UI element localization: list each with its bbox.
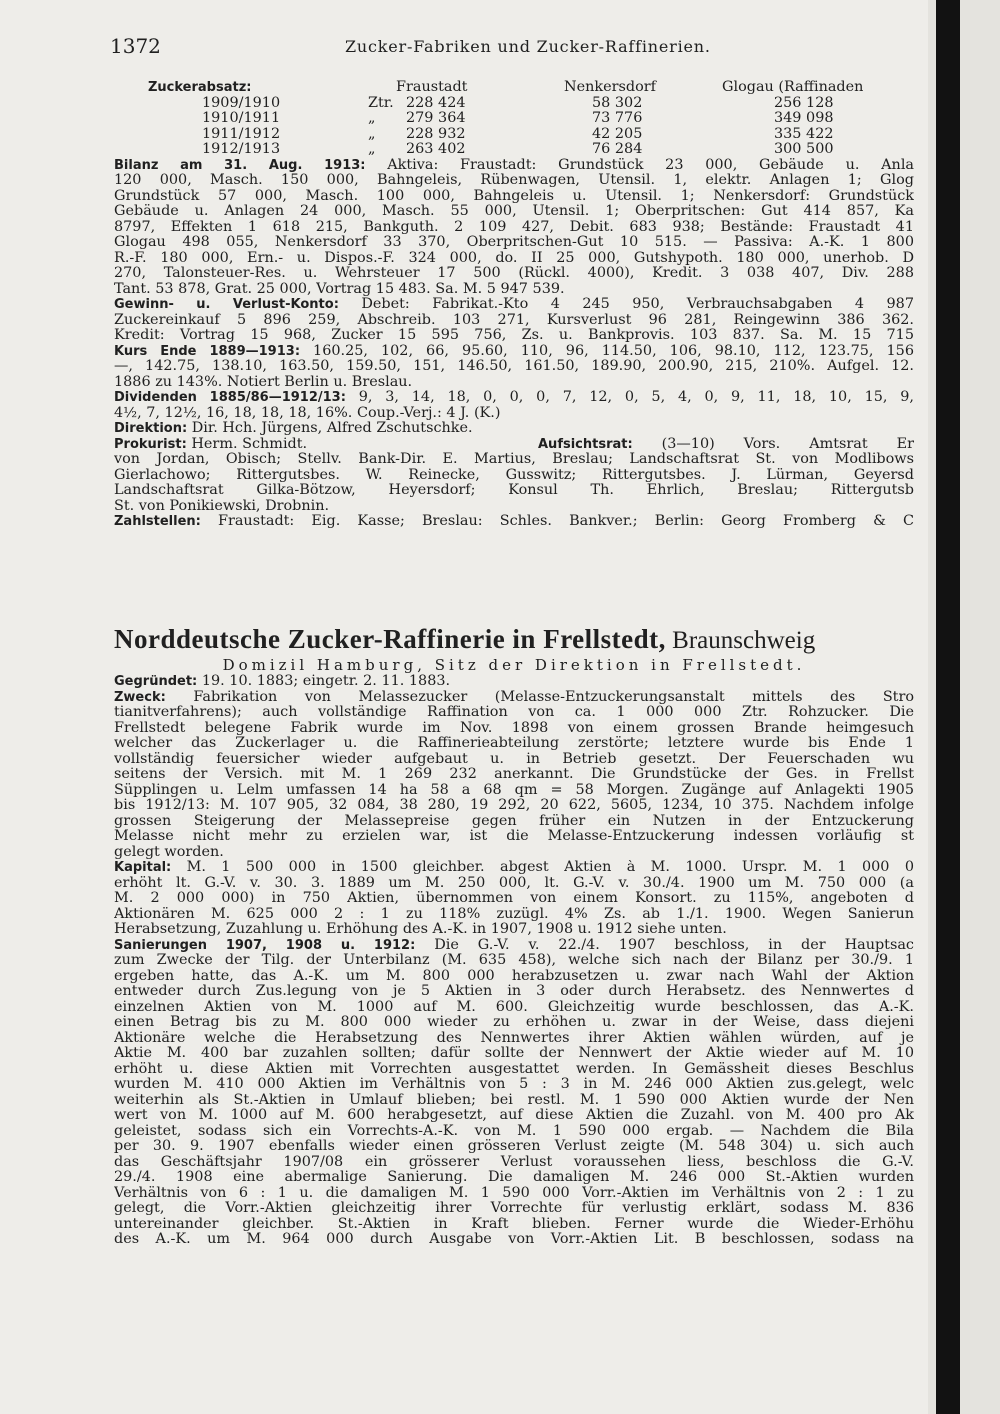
text-line: [114, 297, 914, 313]
section-heading: Gegründet:: [114, 674, 198, 689]
text-run: untereinander gleichber. St.-Aktien in Kraft blieben. Ferner wurde die Wieder-Erhöhu: [114, 1216, 914, 1232]
text-run: St. von Ponikiewski, Drobnin.: [114, 498, 330, 514]
section-heading: Sanierungen 1907, 1908 u. 1912:: [114, 937, 416, 953]
text-line: [114, 468, 914, 484]
text-run: Süpplingen u. Lelm umfassen 14 ha 58 a 68 qm = 58 Morgen. Zugänge auf Anlagekti 1905: [114, 782, 914, 798]
glogau-cell: 335 422: [774, 125, 834, 142]
text-line: [114, 344, 914, 360]
text-line: [114, 767, 914, 783]
text-column-top: [114, 80, 914, 530]
text-line: [114, 390, 914, 406]
text-run: 4½, 7, 12½, 16, 18, 18, 18, 16%. Coup.-Verj.: 4 J. (K.): [114, 405, 501, 421]
text-line: [114, 752, 914, 768]
text-line: [114, 984, 914, 1000]
text-line: [114, 829, 914, 845]
text-line: [114, 328, 914, 344]
zuckerabsatz-header-row: [114, 80, 914, 96]
text-run: das Geschäftsjahr 1907/08 ein grösserer Verlust voraussehen liess, beschloss die G.-V.: [114, 1154, 914, 1170]
nenkersdorf-cell: 76 284: [592, 141, 643, 157]
fraustadt-cell: 263 402: [406, 141, 466, 157]
text-run: —, 142.75, 138.10, 163.50, 159.50, 151, 146.50, 161.50, 189.90, 200.90, 215, 210%. Aufgel. 12.: [114, 359, 914, 374]
text-line: [114, 1108, 914, 1124]
nenkersdorf-cell: 42 205: [592, 125, 643, 142]
column-header-fraustadt: Fraustadt: [396, 79, 468, 95]
section-heading: Zweck:: [114, 689, 166, 705]
text-line: [114, 674, 914, 690]
text-line: [114, 235, 914, 251]
text-run: 270, Talonsteuer-Res. u. Wehrsteuer 17 500 (Rückl. 4000), Kredit. 3 038 407, Div. 288: [114, 266, 914, 281]
text-run: 120 000, Masch. 150 000, Bahngeleis, Rübenwagen, Utensil. 1, elektr. Anlagen 1; Glog: [114, 173, 914, 188]
aufsichtsrat-start: [538, 437, 914, 453]
text-line: [114, 938, 914, 954]
text-run: entweder durch Zus.legung von je 5 Aktien in 3 oder durch Herabsetz. des Nennwertes d: [114, 984, 914, 999]
text-line: [114, 1201, 914, 1217]
text-line: [114, 158, 914, 174]
text-line: [114, 907, 914, 923]
fraustadt-cell: 228 932: [406, 125, 466, 142]
text-run: M. 2 000 000) in 750 Aktien, übernommen von einem Konsort. zu 115%, angeboten d: [114, 891, 914, 906]
text-line: [114, 189, 914, 205]
nenkersdorf-cell: 73 776: [592, 110, 643, 126]
text-run: Dir. Hch. Jürgens, Alfred Zschutschke.: [187, 421, 473, 436]
text-run: gelegt, die Vorr.-Aktien gleichzeitig ihrer Vorrechte für verlustig erklärt, sodass M. 836: [114, 1201, 914, 1216]
table-row: [114, 111, 914, 127]
glogau-cell: 300 500: [774, 141, 834, 157]
text-run: tianitverfahrens); auch vollständige Raffination von ca. 1 000 000 Ztr. Rohzucker. Die: [114, 705, 914, 720]
text-run: grossen Steigerung der Melassepreise gegen früher ein Nutzen in der Entzuckerung: [114, 813, 914, 829]
glogau-cell: 256 128: [774, 94, 834, 111]
table-row: [114, 142, 914, 158]
text-line: [114, 282, 914, 298]
text-run: 9, 3, 14, 18, 0, 0, 0, 7, 12, 0, 5, 4, 0, 9, 11, 18, 10, 15, 9,: [345, 390, 914, 405]
text-run: 29./4. 1908 eine abermalige Sanierung. Die damaligen M. 246 000 St.-Aktien wurden: [114, 1170, 914, 1185]
section-heading: Kapital:: [114, 860, 172, 875]
text-line: [114, 1124, 914, 1140]
text-run: Kredit: Vortrag 15 968, Zucker 15 595 756, Zs. u. Bankprovis. 103 837. Sa. M. 15 715: [114, 328, 914, 343]
text-run: 19. 10. 1883; eingetr. 2. 11. 1883.: [197, 674, 451, 689]
section-heading: Zahlstellen:: [114, 514, 201, 529]
text-line: [114, 204, 914, 220]
glogau-cell: 349 098: [774, 110, 834, 126]
unit-cell: „: [368, 110, 376, 126]
company-title: [114, 622, 914, 656]
section-heading: Direktion:: [114, 421, 188, 436]
company-name: Norddeutsche Zucker-Raffinerie in Frellstedt,: [114, 624, 666, 654]
unit-cell: „: [368, 141, 376, 157]
text-line: [114, 783, 914, 799]
text-run: M. 1 500 000 in 1500 gleichber. abgest Aktien à M. 1000. Urspr. M. 1 000 0: [171, 860, 914, 875]
company-domicile: Domizil Hamburg, Sitz der Direktion in Frellstedt.: [222, 656, 806, 674]
text-run: gelegt worden.: [114, 844, 224, 860]
text-run: Die G.-V. v. 22./4. 1907 beschloss, in der Hauptsac: [415, 937, 914, 953]
column-header-nenkersdorf: Nenkersdorf: [564, 79, 656, 95]
text-line: [114, 798, 914, 814]
column-header-glogau: Glogau (Raffinaden: [722, 79, 864, 95]
text-line: [114, 1217, 914, 1233]
text-run: R.-F. 180 000, Ern.- u. Dispos.-F. 324 000, do. II 25 000, Gutshypoth. 180 000, unerhob. D: [114, 250, 914, 266]
text-line: [114, 969, 914, 985]
text-run: Tant. 53 878, Grat. 25 000, Vortrag 15 483. Sa. M. 5 947 539.: [114, 281, 565, 297]
running-title: Zucker-Fabriken und Zucker-Raffinerien.: [345, 37, 711, 56]
text-line: [114, 220, 914, 236]
unit-cell: „: [368, 125, 376, 142]
year-cell: 1912/1913: [202, 141, 281, 157]
text-line: [114, 1186, 914, 1202]
text-run: Glogau 498 055, Nenkersdorf 33 370, Oberpritschen-Gut 10 515. — Passiva: A.-K. 1 800: [114, 235, 914, 250]
text-run: erhöht u. diese Aktien mit Vorrechten ausgestattet werden. In Gemässheit dieses Beschlus: [114, 1061, 914, 1077]
section-norddeutsche-details: [114, 674, 914, 1248]
text-run: Gierlachowo; Rittergutsbes. W. Reinecke, Gusswitz; Rittergutsbes. J. Lürman, Geyersd: [114, 467, 914, 483]
text-line: [114, 814, 914, 830]
year-cell: 1911/1912: [202, 125, 281, 142]
text-line: [114, 1062, 914, 1078]
text-run: Herabsetzung, Zuzahlung u. Erhöhung des A.-K. in 1907, 1908 u. 1912 siehe unten.: [114, 922, 727, 937]
text-run: Debet: Fabrikat.-Kto 4 245 950, Verbrauchsabgaben 4 987: [338, 297, 914, 312]
year-cell: 1909/1910: [202, 94, 281, 111]
company-section: [114, 622, 914, 1248]
section-heading: Prokurist:: [114, 436, 187, 452]
text-run: Verhältnis von 6 : 1 u. die damaligen M. 1 590 000 Vorr.-Aktien im Verhältnis von 2 : 1 zu: [114, 1185, 914, 1201]
text-run: Gebäude u. Anlagen 24 000, Masch. 55 000, Utensil. 1; Oberpritschen: Gut 414 857, Ka: [114, 204, 914, 219]
section-heading: Bilanz am 31. Aug. 1913:: [114, 157, 366, 173]
text-line: [114, 953, 914, 969]
text-line: [114, 173, 914, 189]
text-line: [114, 452, 914, 468]
text-line: [114, 251, 914, 267]
text-run: Aktionären M. 625 000 2 : 1 zu 118% zuzügl. 4% Zs. ab 1./1. 1900. Wegen Sanierun: [114, 906, 914, 922]
text-run: Landschaftsrat Gilka-Bötzow, Heyersdorf; Konsul Th. Ehrlich, Breslau; Rittergutsb: [114, 483, 914, 498]
text-line: [114, 437, 914, 453]
text-line: [114, 266, 914, 282]
section-heading: Kurs Ende 1889—1913:: [114, 343, 301, 359]
text-run: Fraustadt: Eig. Kasse; Breslau: Schles. Bankver.; Berlin: Georg Fromberg & C: [200, 514, 914, 529]
text-run: bis 1912/13: M. 107 905, 32 084, 38 280, 19 292, 20 622, 5605, 1234, 10 375. Nachdem infolge: [114, 798, 914, 813]
text-run: Aktiva: Fraustadt: Grundstück 23 000, Gebäude u. Anla: [365, 157, 914, 173]
table-row: [114, 96, 914, 112]
text-line: [114, 375, 914, 391]
text-line: [114, 1139, 914, 1155]
text-line: [114, 1015, 914, 1031]
text-line: [114, 1093, 914, 1109]
text-line: [114, 483, 914, 499]
text-run: 1886 zu 143%. Notiert Berlin u. Breslau.: [114, 374, 413, 390]
text-line: [114, 499, 914, 515]
text-line: [114, 690, 914, 706]
section-heading: Dividenden 1885/86—1912/13:: [114, 390, 346, 405]
text-run: Aktionäre welche die Herabsetzung des Nennwertes ihrer Aktien wählen würden, auf je: [114, 1030, 914, 1046]
text-run: des A.-K. um M. 964 000 durch Ausgabe von Vorr.-Aktien Lit. B beschlossen, sodass na: [114, 1232, 914, 1247]
text-line: [114, 421, 914, 437]
text-run: wurden M. 410 000 Aktien im Verhältnis von 5 : 3 in M. 246 000 Aktien zus.gelegt, welc: [114, 1077, 914, 1092]
text-run: weiterhin als St.-Aktien in Umlauf blieben; bei restl. M. 1 590 000 Aktien wurde der Nen: [114, 1092, 914, 1108]
text-line: [114, 860, 914, 876]
text-line: [114, 1170, 914, 1186]
table-row: [114, 127, 914, 143]
section-zuckerfabrik-details: [114, 158, 914, 530]
fraustadt-cell: 228 424: [406, 94, 466, 111]
text-line: [114, 406, 914, 422]
text-line: [114, 1000, 914, 1016]
text-line: [114, 721, 914, 737]
running-header: [0, 34, 928, 58]
binding-shadow: [936, 0, 960, 1414]
text-run: zum Zwecke der Tilg. der Unterbilanz (M. 635 458), welche sich nach der Bilanz per 30./9. 1: [114, 953, 914, 968]
text-run: Melasse nicht mehr zu erzielen war, ist die Melasse-Entzuckerung indessen vorläufig st: [114, 829, 914, 844]
page-number: 1372: [110, 34, 161, 58]
year-cell: 1910/1911: [202, 110, 281, 126]
unit-cell: Ztr.: [368, 94, 394, 111]
text-line: [114, 313, 914, 329]
text-run: per 30. 9. 1907 ebenfalls wieder einen grösseren Verlust zeigte (M. 548 304) u. sich auch: [114, 1139, 914, 1154]
text-run: erhöht lt. G.-V. v. 30. 3. 1889 um M. 250 000, lt. G.-V. v. 30./4. 1900 um M. 750 000 (a: [114, 875, 914, 891]
section-heading: Gewinn- u. Verlust-Konto:: [114, 297, 339, 312]
text-run: Aktie M. 400 bar zuzahlen sollten; dafür sollte der Nennwert der Aktie wieder auf M. 10: [114, 1046, 914, 1061]
text-line: [114, 1077, 914, 1093]
text-line: [114, 705, 914, 721]
text-line: [114, 891, 914, 907]
text-run: Grundstück 57 000, Masch. 100 000, Bahngeleis u. Utensil. 1; Nenkersdorf: Grundstück: [114, 188, 914, 204]
fraustadt-cell: 279 364: [406, 110, 466, 126]
text-run: von Jordan, Obisch; Stellv. Bank-Dir. E. Martius, Breslau; Landschaftsrat St. von Modlibows: [114, 452, 914, 467]
zuckerabsatz-label: Zuckerabsatz:: [148, 80, 252, 95]
text-run: einen Betrag bis zu M. 800 000 wieder zu erhöhen u. zwar in der Weise, dass diejeni: [114, 1015, 914, 1030]
text-run: Frellstedt belegene Fabrik wurde im Nov. 1898 von einem grossen Brande heimgesuch: [114, 720, 914, 736]
zuckerabsatz-table: [114, 96, 914, 158]
text-run: Herm. Schmidt.: [186, 436, 308, 452]
nenkersdorf-cell: 58 302: [592, 94, 643, 111]
text-run: 8797, Effekten 1 618 215, Bankguth. 2 109 427, Debit. 683 938; Bestände: Fraustadt 41: [114, 219, 914, 235]
text-run: Fabrikation von Melassezucker (Melasse-Entzuckerungsanstalt mittels des Stro: [165, 689, 914, 705]
text-run: welcher das Zuckerlager u. die Raffinerieabteilung zerstörte; letztere wurde bis Ende 1: [114, 736, 914, 751]
text-run: geleistet, sodass sich ein Vorrechts-A.-K. von M. 1 590 000 ergab. — Nachdem die Bila: [114, 1123, 914, 1139]
company-place: Braunschweig: [665, 627, 816, 654]
text-run: 160.25, 102, 66, 95.60, 110, 96, 114.50, 106, 98.10, 112, 123.75, 156: [300, 343, 914, 359]
text-run: einzelnen Aktien von M. 1000 auf M. 600. Gleichzeitig wurde beschlossen, das A.-K.: [114, 999, 914, 1015]
text-run: seitens der Versich. mit M. 1 269 232 anerkannt. Die Grundstücke der Ges. in Frellst: [114, 767, 914, 782]
text-line: [114, 736, 914, 752]
text-line: [114, 359, 914, 375]
text-line: [114, 514, 914, 530]
text-line: [114, 845, 914, 861]
text-run: wert von M. 1000 auf M. 600 herabgesetzt, auf diese Aktien die Zuzahl. von M. 400 pro Ak: [114, 1108, 914, 1123]
text-run: Zuckereinkauf 5 896 259, Abschreib. 103 271, Kursverlust 96 281, Reingewinn 386 362.: [114, 312, 914, 328]
text-line: [114, 1232, 914, 1248]
text-line: [114, 876, 914, 892]
text-line: [114, 1046, 914, 1062]
text-line: [114, 1031, 914, 1047]
adjacent-page-edge: [928, 0, 1000, 1414]
text-line: [114, 1155, 914, 1171]
text-run: ergeben hatte, das A.-K. um M. 800 000 herabzusetzen u. zwar nach Wahl der Aktion: [114, 968, 914, 984]
text-run: vollständig feuersicher wieder aufgebaut u. in Betrieb gesetzt. Der Feuerschaden wu: [114, 751, 914, 767]
text-run: (3—10) Vors. Amtsrat Er: [632, 436, 914, 452]
text-line: [114, 922, 914, 938]
section-heading: Aufsichtsrat:: [538, 436, 633, 452]
